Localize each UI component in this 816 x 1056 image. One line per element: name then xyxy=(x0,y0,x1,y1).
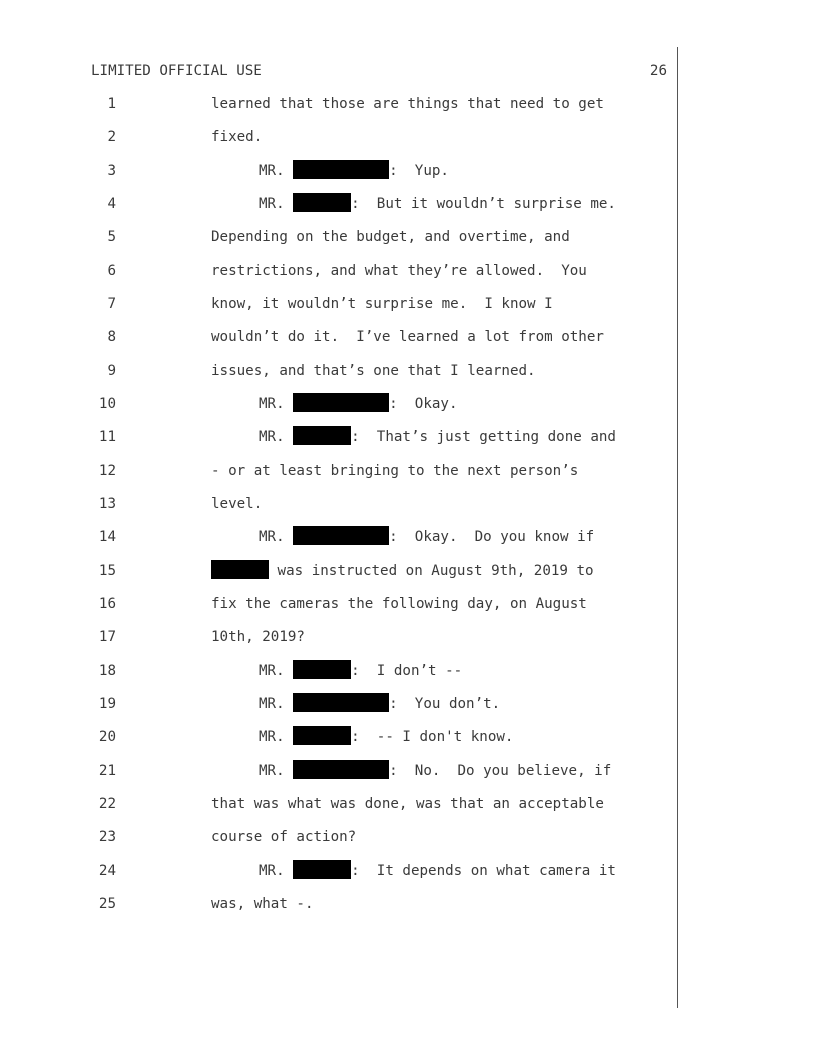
line-text: know, it wouldn’t surprise me. I know I xyxy=(211,295,553,312)
redaction-box xyxy=(293,393,389,412)
line-text: - or at least bringing to the next person’s xyxy=(211,462,579,479)
transcript-line-23 xyxy=(0,825,816,858)
line-text: MR. : Okay. xyxy=(259,392,458,416)
transcript-line-5 xyxy=(0,225,816,258)
transcript-line-4 xyxy=(0,192,816,225)
line-text: was, what -. xyxy=(211,895,314,912)
transcript-body xyxy=(0,92,816,925)
transcript-line-25 xyxy=(0,892,816,925)
line-number: 22 xyxy=(98,795,116,812)
line-text: restrictions, and what they’re allowed. You xyxy=(211,262,587,279)
line-number: 3 xyxy=(107,162,116,179)
line-text: fixed. xyxy=(211,129,263,146)
transcript-line-11 xyxy=(0,425,816,458)
line-number: 14 xyxy=(98,529,116,546)
transcript-line-8 xyxy=(0,325,816,358)
page-header xyxy=(91,60,667,82)
transcript-line-21 xyxy=(0,759,816,792)
redaction-box xyxy=(211,560,269,579)
line-number: 16 xyxy=(98,595,116,612)
line-number: 8 xyxy=(107,329,116,346)
line-text: MR. : But it wouldn’t surprise me. xyxy=(259,192,616,216)
redaction-box xyxy=(293,660,351,679)
line-number: 7 xyxy=(107,295,116,312)
line-text: MR. : Yup. xyxy=(259,159,449,183)
line-number: 6 xyxy=(107,262,116,279)
line-number: 20 xyxy=(98,729,116,746)
line-number: 12 xyxy=(98,462,116,479)
line-text: level. xyxy=(211,495,263,512)
transcript-line-2 xyxy=(0,125,816,158)
classification-marking: LIMITED OFFICIAL USE xyxy=(91,63,262,79)
line-text: MR. : That’s just getting done and xyxy=(259,425,616,449)
transcript-line-16 xyxy=(0,592,816,625)
transcript-line-15 xyxy=(0,559,816,592)
transcript-line-1 xyxy=(0,92,816,125)
transcript-line-17 xyxy=(0,625,816,658)
line-text: course of action? xyxy=(211,829,357,846)
line-text: MR. : -- I don't know. xyxy=(259,725,513,749)
line-text: wouldn’t do it. I’ve learned a lot from other xyxy=(211,329,604,346)
transcript-line-7 xyxy=(0,292,816,325)
line-text: MR. : It depends on what camera it xyxy=(259,859,616,883)
line-number: 21 xyxy=(98,762,116,779)
transcript-line-6 xyxy=(0,259,816,292)
line-number: 9 xyxy=(107,362,116,379)
transcript-line-12 xyxy=(0,459,816,492)
line-number: 24 xyxy=(98,862,116,879)
line-text: learned that those are things that need to get xyxy=(211,96,604,112)
redaction-box xyxy=(293,193,351,212)
transcript-line-18 xyxy=(0,659,816,692)
line-text: 10th, 2019? xyxy=(211,629,305,646)
line-text: MR. : I don’t -- xyxy=(259,659,462,683)
line-text: was instructed on August 9th, 2019 to xyxy=(211,559,594,583)
line-text: MR. : Okay. Do you know if xyxy=(259,525,594,549)
transcript-line-10 xyxy=(0,392,816,425)
line-number: 18 xyxy=(98,662,116,679)
line-number: 2 xyxy=(107,129,116,146)
transcript-line-24 xyxy=(0,859,816,892)
line-text: fix the cameras the following day, on August xyxy=(211,595,587,612)
transcript-line-9 xyxy=(0,359,816,392)
transcript-line-13 xyxy=(0,492,816,525)
line-number: 5 xyxy=(107,229,116,246)
redaction-box xyxy=(293,726,351,745)
line-text: that was what was done, was that an acceptable xyxy=(211,795,604,812)
redaction-box xyxy=(293,860,351,879)
page-number: 26 xyxy=(649,63,667,79)
line-number: 15 xyxy=(98,562,116,579)
transcript-line-20 xyxy=(0,725,816,758)
line-text: MR. : No. Do you believe, if xyxy=(259,759,611,783)
line-number: 4 xyxy=(107,195,116,212)
transcript-line-14 xyxy=(0,525,816,558)
line-text: issues, and that’s one that I learned. xyxy=(211,362,536,379)
line-number: 11 xyxy=(98,429,116,446)
transcript-line-19 xyxy=(0,692,816,725)
line-number: 23 xyxy=(98,829,116,846)
redaction-box xyxy=(293,693,389,712)
transcript-line-3 xyxy=(0,159,816,192)
line-number: 19 xyxy=(98,695,116,712)
redaction-box xyxy=(293,160,389,179)
redaction-box xyxy=(293,526,389,545)
line-text: MR. : You don’t. xyxy=(259,692,500,716)
line-number: 25 xyxy=(98,895,116,912)
line-number: 17 xyxy=(98,629,116,646)
line-number: 1 xyxy=(107,96,116,112)
redaction-box xyxy=(293,760,389,779)
line-text: Depending on the budget, and overtime, and xyxy=(211,229,570,246)
line-number: 10 xyxy=(98,395,116,412)
transcript-line-22 xyxy=(0,792,816,825)
redaction-box xyxy=(293,426,351,445)
line-number: 13 xyxy=(98,495,116,512)
